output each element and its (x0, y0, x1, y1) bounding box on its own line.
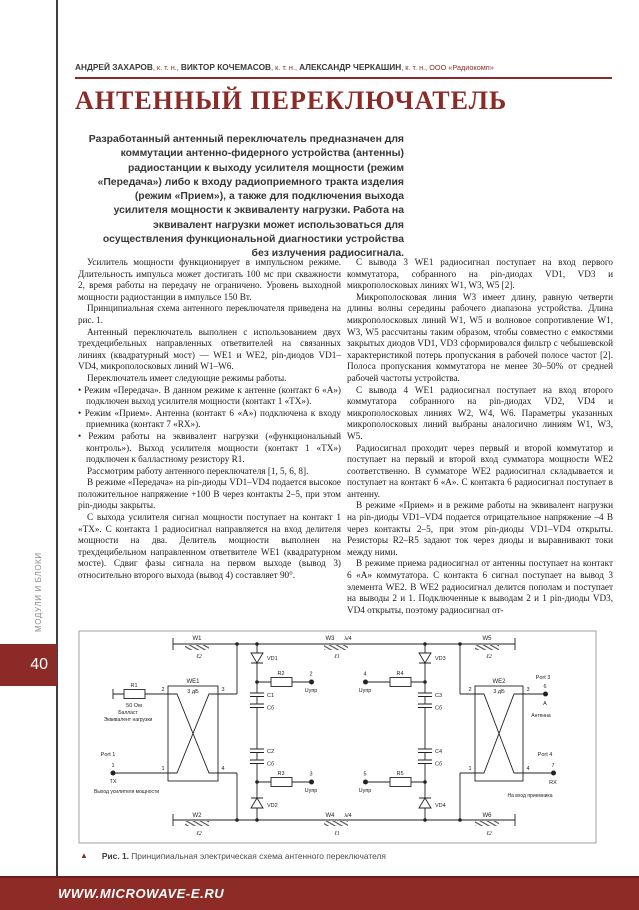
coupler-we1 (168, 686, 218, 781)
label-vd1: VD1 (267, 656, 278, 662)
label-u-ctrl: Uупр (304, 688, 318, 694)
terminal-2 (309, 680, 314, 685)
diode-vd3 (419, 653, 431, 663)
label-contact-3: 3 (309, 771, 313, 778)
paragraph: Усилитель мощности функционирует в импульсном режиме. Длительность импульса может достигать 100 мс при скважности 2, время работы на передачу не ограничено. Уровень выходной мощности радиостанции в импульсе 150 Вт. (78, 257, 341, 302)
label-w4: W4 (325, 813, 335, 819)
footer-bar (0, 876, 639, 910)
label-cb: Сб (435, 705, 443, 712)
diode-vd2 (251, 798, 263, 808)
label-w2: W2 (192, 813, 202, 819)
label-w1: W1 (192, 636, 202, 642)
terminal-5 (363, 780, 368, 785)
label-l1: ℓ1 (334, 831, 340, 837)
coupler-we2 (475, 686, 523, 781)
paragraph: С вывода 3 WE1 радиосигнал поступает на вход первого коммутатора, собранного на pin-диодах VD1, VD3 и микрополосковых линиях W1, W3, W5 [2]. (347, 257, 613, 291)
terminal-3 (309, 780, 314, 785)
microstrip-symbols (185, 645, 499, 826)
figure-number: Рис. 1. (101, 851, 129, 861)
author-degree-1: , к. т. н., (152, 63, 181, 72)
label-cb: Сб (435, 761, 443, 768)
terminal-7-rx (551, 771, 556, 776)
label-tx: TX (109, 779, 117, 785)
page-number-badge (0, 644, 57, 686)
abstract-paragraph: Разработанный антенный переключатель предназначен для коммутации антенно-фидерного устройства (антенны) радиостанции к выходу усилителя мощности (режим «Передача») либо к входу радиоприемного тракта изделия (режим «Прием»), а также для подключения выхода усилителя мощности к эквиваленту нагрузки. Работа на эквивалент нагрузки может использоваться для осуществления функциональной диагностики устройства без излучения радиосигнала. (88, 134, 404, 260)
label-vd2: VD2 (267, 803, 278, 809)
label-contact-6: 6 (543, 684, 547, 690)
terminal-6-antenna (543, 692, 548, 697)
company-name: ООО «Радиокомп» (429, 63, 494, 72)
label-l1: ℓ1 (334, 654, 340, 660)
label-we1: WE1 (186, 679, 200, 685)
label-r3: R3 (277, 771, 285, 777)
paragraph: С выхода усилителя сигнал мощности поступает на контакт 1 «TX». С контакта 1 радиосигнал направляется на вход делителя мощности на два. Делитель мощности выполнен на трехдецибельном направленном ответвителе WE1 (квадратурном мосте). Сдвиг фазы сигнала на первом выходе (вывод 3) относительно второго выхода (вывод 4) составляет 90°. (78, 512, 341, 581)
bullet-item: • Режим работы на эквивалент нагрузки («функциональный контроль»). Выход усилителя мощности (контакт 1 «TX») подключен к балластному резистору R1. (78, 430, 341, 465)
label-vd4: VD4 (435, 803, 446, 809)
label-rx: RX (549, 780, 557, 786)
label-contact-2: 2 (309, 671, 313, 678)
paragraph: В режиме «Прием» и в режиме работы на эквивалент нагрузки на pin-диоды VD1–VD4 подается отрицательное напряжение –4 В через контакты 2–5, при этом pin-диоды VD1–VD4 открыты. Резисторы R2–R5 задают ток через диоды и выравнивают токи между ними. (347, 500, 613, 557)
paragraph: Радиосигнал проходит через первый и второй коммутатор и поступает на первый и второй вход сумматора мощности WE2 соответственно. В сумматоре WE2 радиосигнал складывается и поступает на контакт 6 «А». С контакта 6 радиосигнал поступает в антенну. (347, 442, 613, 499)
label-w3-lambda: λ/4 (344, 636, 352, 642)
label-l2: ℓ2 (486, 654, 492, 660)
body-column-left (78, 257, 341, 582)
label-l2: ℓ2 (196, 831, 202, 837)
paragraph: Антенный переключатель выполнен с использованием двух трехдецибельных направленных ответвителей на связанных линиях (квадратурный мост) — WE1 и WE2, pin-диодов VD1–VD4, микрополосковых линий W1–W6. (78, 326, 341, 372)
footer-link[interactable]: WWW.MICROWAVE-E.RU (58, 886, 225, 901)
label-we1-pin3: 3 (221, 687, 225, 693)
label-c3: C3 (435, 693, 443, 699)
resistor-r5 (390, 778, 411, 787)
label-antenna-a: А (543, 701, 547, 707)
article-title: АНТЕННЫЙ ПЕРЕКЛЮЧАТЕЛЬ (75, 86, 508, 115)
diode-vd1 (251, 653, 263, 663)
resistor-r1 (124, 690, 145, 699)
label-cb: Сб (267, 705, 275, 712)
label-vd3: VD3 (435, 656, 446, 662)
label-l2: ℓ2 (196, 654, 202, 660)
paragraph: В режиме «Передача» на pin-диоды VD1–VD4 подается высокое положительное напряжение +100 В через контакты 2–5, при этом pin-диоды закрыты. (78, 477, 341, 511)
label-antenna: Антенна (531, 713, 551, 719)
label-we2-pin4: 4 (526, 766, 530, 772)
resistor-r2 (271, 678, 292, 687)
label-c1: C1 (267, 693, 275, 699)
label-w6: W6 (482, 813, 492, 819)
figure-caption-text: Принципиальная электрическая схема антенного переключателя (131, 851, 386, 861)
terminal-1-tx (111, 771, 116, 776)
label-we1-pin2: 2 (161, 687, 165, 693)
paragraph: Рассмотрим работу антенного переключателя [1, 5, 6, 8]. (87, 465, 309, 476)
label-cb: Сб (267, 761, 275, 768)
label-w5: W5 (482, 636, 492, 642)
label-r1-value: 50 Ом (126, 703, 142, 709)
author-line (75, 62, 612, 79)
label-u-ctrl: Uупр (304, 788, 318, 794)
label-contact-1: 1 (111, 763, 115, 769)
label-r4: R4 (396, 671, 404, 677)
author-name-3: АЛЕКСАНДР ЧЕРКАШИН (299, 62, 402, 72)
label-load-equivalent: Эквивалент нагрузки (103, 717, 153, 723)
label-pa-output: Выход усилителя мощности (94, 789, 160, 795)
body-column-right (347, 257, 613, 616)
circuit-diagram (78, 630, 598, 845)
label-c2: C2 (267, 749, 275, 755)
label-rx-input: На вход приемника (507, 793, 553, 799)
label-contact-7: 7 (551, 763, 555, 769)
label-we1-pin1: 1 (161, 766, 165, 772)
capacitors (250, 693, 432, 764)
terminal-4 (363, 680, 368, 685)
label-we2-pin3: 3 (526, 687, 530, 693)
label-we1-db: 3 дБ (187, 689, 199, 695)
paragraph: С вывода 4 WE1 радиосигнал поступает на вход второго коммутатора собранного на pin-диодах VD2, VD4 и микрополосковых линиях W2, W4, W6. Параметры указанных микрополосковых линий выбраны аналогично линиям W1, W3, W5. (347, 384, 613, 441)
figure-caption (80, 851, 600, 861)
sidebar-section-label: МОДУЛИ И БЛОКИ (34, 552, 43, 632)
page-margin-line (56, 0, 58, 876)
paragraph: Переключатель имеет следующие режимы работы. (87, 372, 287, 383)
paragraph: Принципиальная схема антенного переключателя приведена на рис. 1. (78, 303, 341, 325)
label-port1: Port 1 (100, 752, 116, 758)
label-r2: R2 (277, 671, 285, 677)
label-we2-pin2: 2 (468, 687, 472, 693)
label-l2: ℓ2 (486, 831, 492, 837)
author-degree-3: , к. т. н., (401, 63, 430, 72)
bullet-item: • Режим «Передача». В данном режиме к антенне (контакт 6 «А») подключен выход усилителя мощности (контакт 1 «TX»). (78, 384, 341, 407)
label-r1: R1 (130, 683, 138, 689)
label-u-ctrl: Uупр (358, 788, 372, 794)
label-w3: W3 (325, 636, 335, 642)
label-contact-5: 5 (363, 771, 367, 778)
resistor-r4 (390, 678, 411, 687)
label-port4: Port 4 (537, 752, 553, 758)
diode-vd4 (419, 798, 431, 808)
label-we2-db: 3 дБ (493, 689, 505, 695)
junction-dots (235, 642, 462, 822)
label-c4: C4 (435, 749, 443, 755)
label-port3: Port 3 (535, 675, 551, 681)
paragraph: Микрополосковая линия W3 имеет длину, равную четверти длины волны середины рабочего диапазона устройства. Длина микрополосковых линий W1, W5 и волновое сопротивление W1, W3, W5 рассчитаны таким образом, чтобы совместно с емкостями закрытых диодов VD1, VD3 сформировался фильтр с чебышевской характеристикой потерь пропускания в рабочей полосе частот [2]. Полоса пропускания коммутатора не менее 30–50% от средней рабочей частоты устройства. (347, 291, 613, 383)
label-we2-pin1: 1 (468, 766, 472, 772)
bullet-item: • Режим «Прием». Антенна (контакт 6 «А») подключена к входу приемника (контакт 7 «RX»). (78, 407, 341, 430)
label-r5: R5 (396, 771, 404, 777)
label-ballast: Балласт (118, 710, 138, 716)
label-contact-4: 4 (363, 671, 367, 678)
author-name-2: ВИКТОР КОЧЕМАСОВ (180, 62, 272, 72)
label-u-ctrl: Uупр (358, 688, 372, 694)
author-degree-2: , к. т. н., (271, 63, 300, 72)
label-w4-lambda: λ/4 (344, 813, 352, 819)
page-number: 40 (30, 656, 48, 673)
label-we2: WE2 (492, 679, 506, 685)
caption-triangle-icon: ▲ (80, 851, 88, 860)
resistor-r3 (271, 778, 292, 787)
author-name-1: АНДРЕЙ ЗАХАРОВ (75, 62, 153, 72)
paragraph: В режиме приема радиосигнал от антенны поступает на контакт 6 «А» коммутатора. С контакта 6 сигнал поступает на вывод 3 элемента WE2. В WE2 радиосигнал делится пополам и поступает на выводы 2 и 1. Подключенные к выводам 2 и 1 pin-диоды VD3, VD4 открыты, поэтому радиосигнал от- (347, 558, 613, 615)
label-we1-pin4: 4 (221, 766, 225, 772)
